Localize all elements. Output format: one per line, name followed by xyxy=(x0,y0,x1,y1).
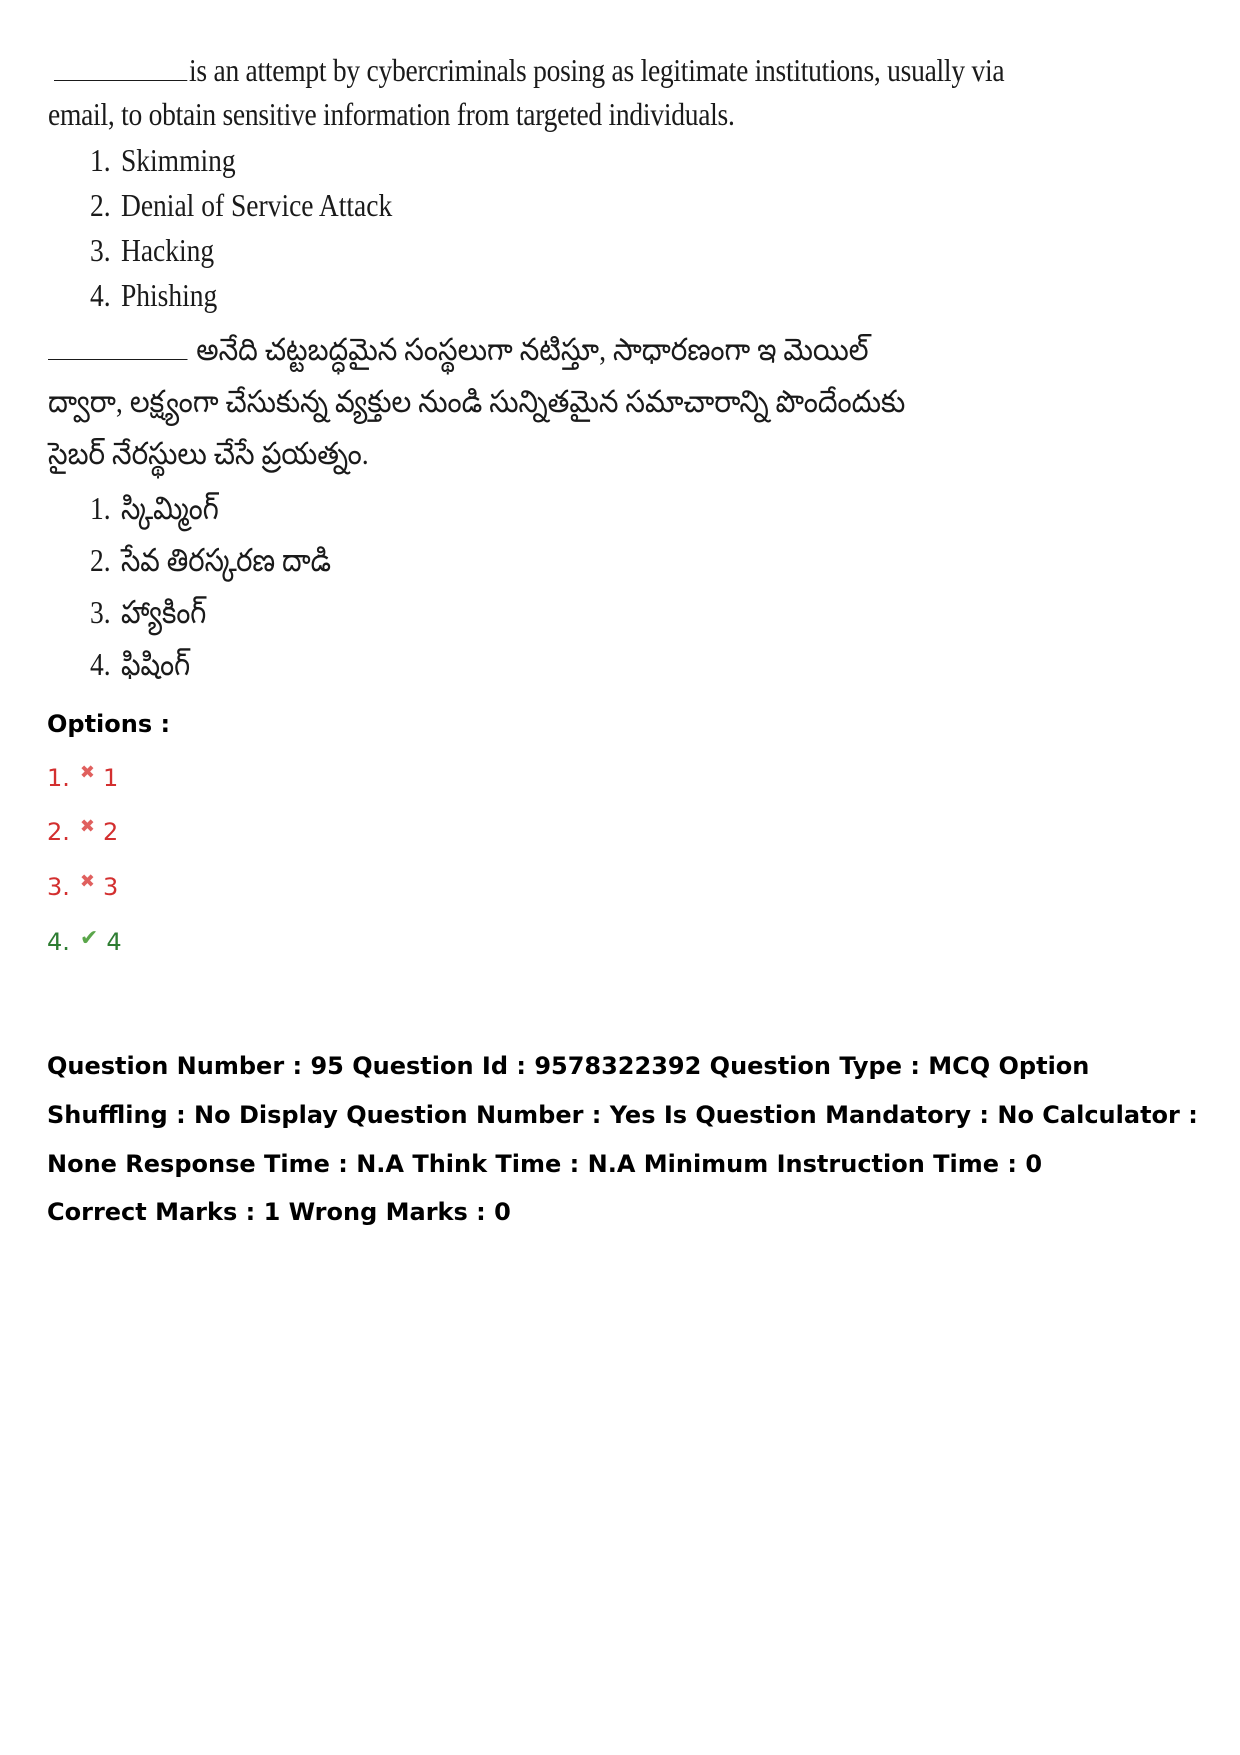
telugu-choice: 4. ఫిషింగ్ xyxy=(90,646,191,682)
question-image xyxy=(48,48,1005,690)
option-4: 4. ✔ 4 xyxy=(47,925,122,956)
telugu-choice: 2. సేవ తిరస్కరణ దాడి xyxy=(90,542,332,578)
option-3: 3. ✖ 3 xyxy=(47,870,119,901)
question-metadata: Question Number : 95 Question Id : 9578322392 Question Type : MCQ Option Shuffling : No Display Question Number : Yes Is Question Mandatory : No Calculator : None Response Time : N.A Think Time : N.A Minimum Instruction Time : 0 xyxy=(47,1052,1198,1178)
answer-blank-telugu xyxy=(48,331,188,360)
english-choice: 1. Skimming xyxy=(90,142,236,178)
question-telugu xyxy=(48,324,954,690)
check-icon: ✔ xyxy=(79,925,99,951)
cross-icon: ✖ xyxy=(79,761,95,783)
question-telugu-line-1: అనేది చట్టబద్ధమైన సంస్థలుగా నటిస్తూ, సాధారణంగా ఇ మెయిల్ xyxy=(48,324,863,376)
question-english-line-2: email, to obtain sensitive information from targeted individuals. xyxy=(48,96,735,132)
answer-blank xyxy=(54,52,187,81)
telugu-choice: 3. హ్యాకింగ్ xyxy=(90,594,207,630)
question-telugu-line-3: సైబర్ నేరస్థులు చేసే ప్రయత్నం. xyxy=(48,436,369,471)
question-telugu-line-2: ద్వారా, లక్ష్యంగా చేసుకున్న వ్యక్తుల నుండి సున్నితమైన సమాచారాన్ని పొందేందుకు xyxy=(48,384,906,419)
marks-info: Correct Marks : 1 Wrong Marks : 0 xyxy=(47,1198,511,1226)
telugu-choice: 1. స్కిమ్మింగ్ xyxy=(90,490,219,526)
english-choice: 2. Denial of Service Attack xyxy=(90,187,393,223)
option-2: 2. ✖ 2 xyxy=(47,815,119,846)
option-1: 1. ✖ 1 xyxy=(47,761,119,792)
cross-icon: ✖ xyxy=(79,815,95,837)
english-choice: 4. Phishing xyxy=(90,277,218,313)
english-choice: 3. Hacking xyxy=(90,232,215,268)
question-english-choices xyxy=(54,138,954,318)
question-english-line-1: is an attempt by cybercriminals posing as legitimate institutions, usually via xyxy=(54,48,828,92)
cross-icon: ✖ xyxy=(79,870,95,892)
options-heading: Options : xyxy=(47,710,171,738)
question-telugu-choices xyxy=(54,482,954,690)
